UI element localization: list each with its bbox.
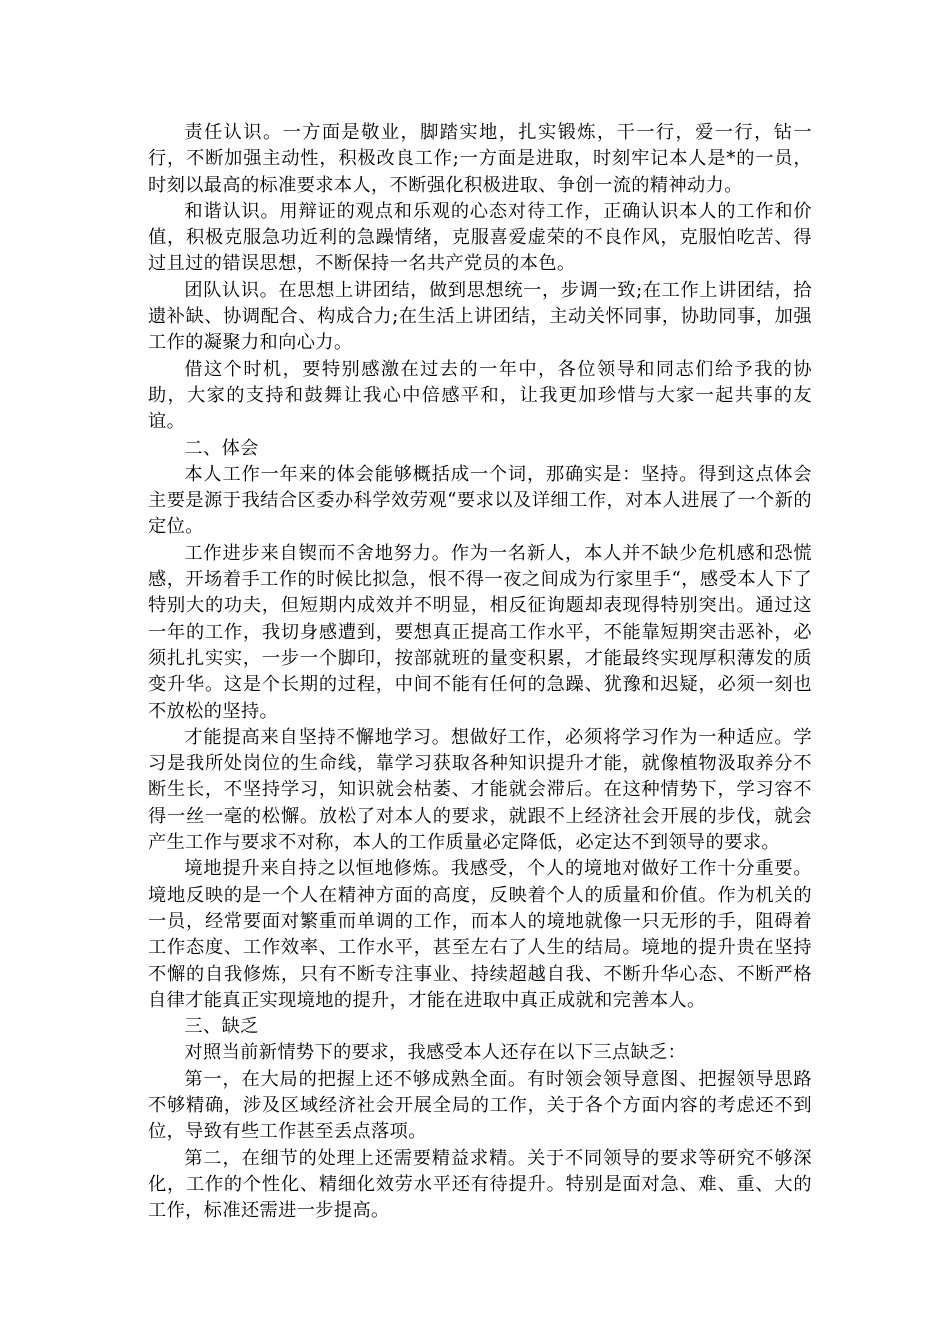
paragraph-perseverance: 工作进步来自锲而不舍地努力。作为一名新人，本人并不缺少危机感和恐慌感，开场着手工作的时候比拟急，恨不得一夜之间成为行家里手“，感受本人下了特别大的功夫，但短期内成效并不明显，相反征询题却表现得特别突出。通过这一年的工作，我切身感遭到，要想真正提高工作水平，不能靠短期突击恶补，必须扎扎实实，一步一个脚印，按部就班的量变积累，才能最终实现厚积薄发的质变升华。这是个长期的过程，中间不能有任何的急躁、犹豫和迟疑，必须一刻也不放松的坚持。 <box>148 542 812 722</box>
paragraph-shortcomings-intro: 对照当前新情势下的要求，我感受本人还存在以下三点缺乏： <box>184 1042 687 1064</box>
section-heading-experience: 二、体会 <box>184 437 259 459</box>
paragraph-responsibility: 责任认识。一方面是敬业，脚踏实地，扎实锻炼，干一行，爱一行，钻一行，不断加强主动性，积极改良工作;一方面是进取，时刻牢记本人是*的一员，时刻以最高的标准要求本人，不断强化积极进取、争创一流的精神动力。 <box>148 122 812 196</box>
paragraph-learning: 才能提高来自坚持不懈地学习。想做好工作，必须将学习作为一种适应。学习是我所处岗位的生命线，靠学习获取各种知识提升才能，就像植物汲取养分不断生长，不坚持学习，知识就会枯萎、才能就会滞后。在这种情势下，学习容不得一丝一毫的松懈。放松了对本人的要求，就跟不上经济社会开展的步伐，就会产生工作与要求不对称，本人的工作质量必定降低，必定达不到领导的要求。 <box>148 726 812 854</box>
section-heading-shortcomings: 三、缺乏 <box>184 1016 259 1038</box>
paragraph-thanks: 借这个时机，要特别感激在过去的一年中，各位领导和同志们给予我的协助，大家的支持和鼓舞让我心中倍感平和，让我更加珍惜与大家一起共事的友谊。 <box>148 358 812 433</box>
document-body <box>148 120 812 1224</box>
paragraph-shortcoming-second: 第二，在细节的处理上还需要精益求精。关于不同领导的要求等研究不够深化，工作的个性化、精细化效劳水平还有待提升。特别是面对急、难、重、大的工作，标准还需进一步提高。 <box>148 1147 812 1222</box>
paragraph-experience-summary: 本人工作一年来的体会能够概括成一个词，那确实是：坚持。得到这点体会主要是源于我结合区委办科学效劳观“要求以及详细工作，对本人进展了一个新的定位。 <box>148 463 812 538</box>
paragraph-realm: 境地提升来自持之以恒地修炼。我感受，个人的境地对做好工作十分重要。境地反映的是一个人在精神方面的高度，反映着个人的质量和价值。作为机关的一员，经常要面对繁重而单调的工作，而本人的境地就像一只无形的手，阻碍着工作态度、工作效率、工作水平，甚至左右了人生的结局。境地的提升贵在坚持不懈的自我修炼，只有不断专注事业、持续超越自我、不断升华心态、不断严格自律才能真正实现境地的提升，才能在进取中真正成就和完善本人。 <box>148 858 812 1011</box>
paragraph-team: 团队认识。在思想上讲团结，做到思想统一，步调一致;在工作上讲团结，拾遗补缺、协调配合、构成合力;在生活上讲团结，主动关怀同事，协助同事，加强工作的凝聚力和向心力。 <box>148 279 812 354</box>
paragraph-harmony: 和谐认识。用辩证的观点和乐观的心态对待工作，正确认识本人的工作和价值，积极克服急功近利的急躁情绪，克服喜爱虚荣的不良作风，克服怕吃苦、得过且过的错误思想，不断保持一名共产党员的本色。 <box>148 200 812 275</box>
paragraph-shortcoming-first: 第一，在大局的把握上还不够成熟全面。有时领会领导意图、把握领导思路不够精确，涉及区域经济社会开展全局的工作，关于各个方面内容的考虑还不到位，导致有些工作甚至丢点落项。 <box>148 1068 812 1143</box>
